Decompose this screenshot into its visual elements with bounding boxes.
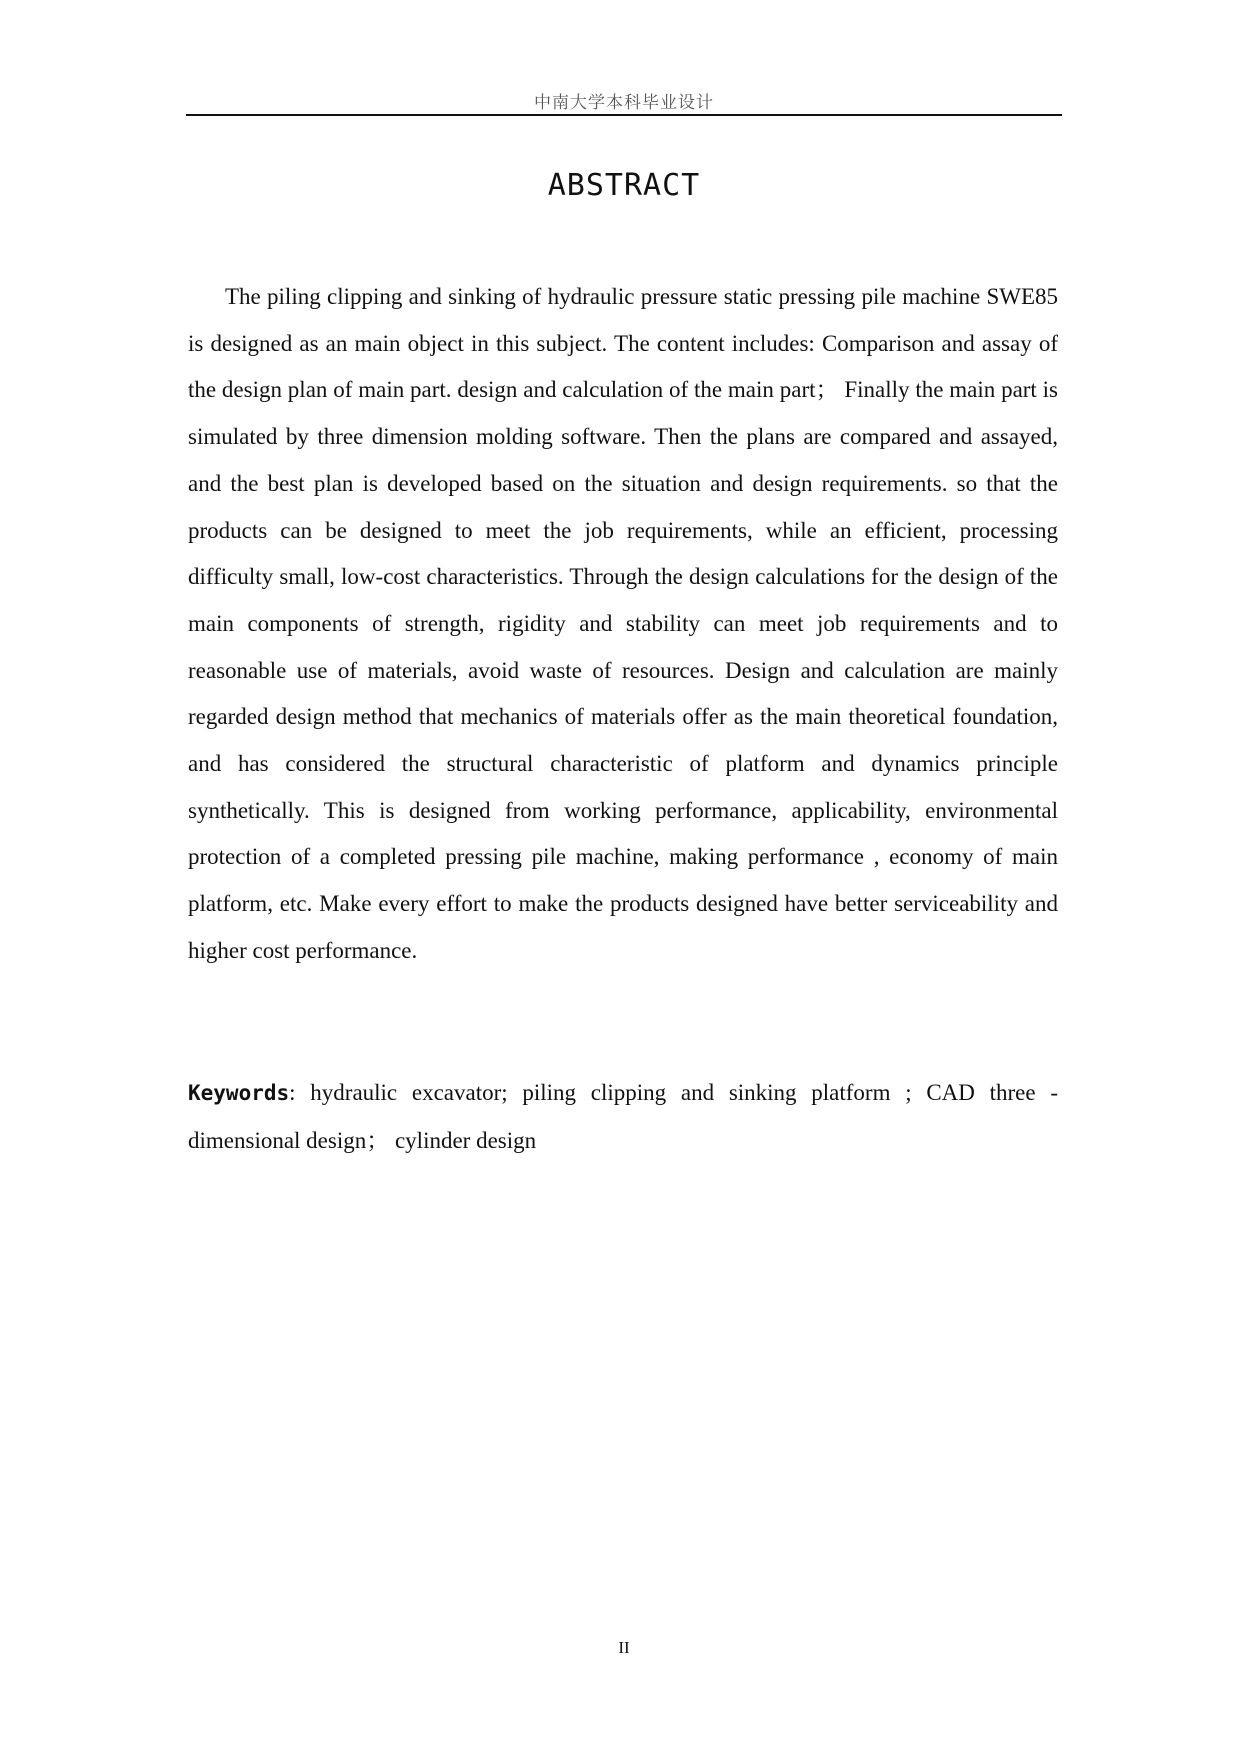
abstract-paragraph: The piling clipping and sinking of hydraulic pressure static pressing pile machine SWE85 is designed as an main object in this subject. The content includes: Comparison and assay of the design plan of main part. design and calculation of the main part； Finally the main part is simulated by three dimension molding software. Then the plans are compared and assayed, and the best plan is developed based on the situation and design requirements. so that the products can be designed to meet the job requirements, while an efficient, processing difficulty small, low-cost characteristics. Through the design calculations for the design of the main components of strength, rigidity and stability can meet job requirements and to reasonable use of materials, avoid waste of resources. Design and calculation are mainly regarded design method that mechanics of materials offer as the main theoretical foundation, and has considered the structural characteristic of platform and dynamics principle synthetically. This is designed from working performance, applicability, environmental protection of a completed pressing pile machine, making performance , economy of main platform, etc. Make every effort to make the products designed have better serviceability and higher cost performance.	[188, 284, 1058, 963]
keywords-paragraph	[188, 1069, 1058, 1164]
page-title: ABSTRACT	[547, 168, 701, 203]
header-rule	[186, 114, 1062, 116]
running-header: 中南大学本科毕业设计	[534, 93, 714, 113]
page-number: II	[618, 1638, 630, 1657]
keywords-label: Keywords	[188, 1081, 290, 1105]
keywords-separator: :	[289, 1080, 311, 1105]
keywords-text: hydraulic excavator; piling clipping and sinking platform ; CAD three - dimensional design； cylinder design	[188, 1080, 1058, 1153]
